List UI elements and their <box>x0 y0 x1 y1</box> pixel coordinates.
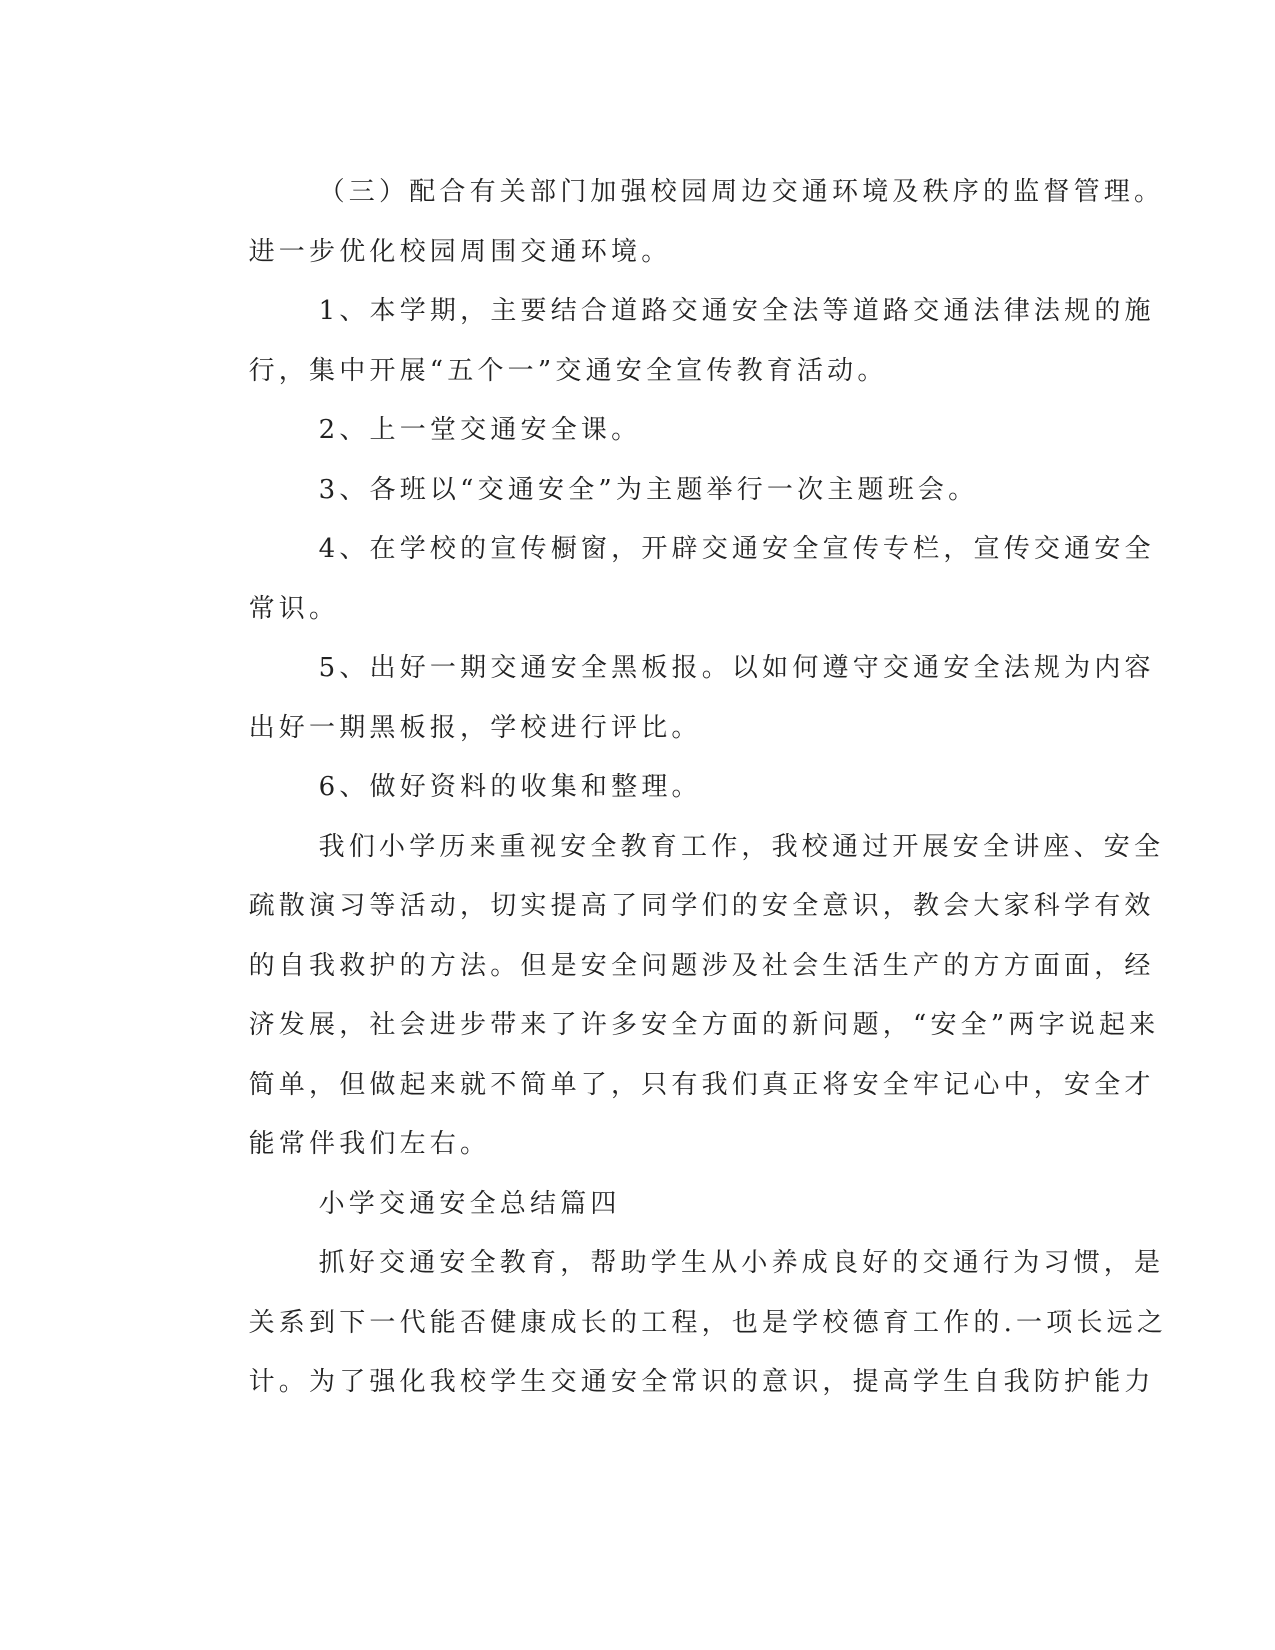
text-line: 济发展，社会进步带来了许多安全方面的新问题，“安全”两字说起来 <box>248 1010 1160 1040</box>
text-line: 2、上一堂交通安全课。 <box>318 415 642 445</box>
text-line: 5、出好一期交通安全黑板报。以如何遵守交通安全法规为内容 <box>318 653 1155 683</box>
paragraph-item-2 <box>181 401 1029 461</box>
text-line: 1、本学期，主要结合道路交通安全法等道路交通法律法规的施 <box>318 296 1155 326</box>
text-line: 能常伴我们左右。 <box>248 1129 491 1159</box>
text-line: 我们小学历来重视安全教育工作，我校通过开展安全讲座、安全 <box>318 831 1165 862</box>
text-line: 的自我救护的方法。但是安全问题涉及社会生活生产的方方面面，经 <box>248 950 1155 981</box>
text-line: 抓好交通安全教育，帮助学生从小养成良好的交通行为习惯，是 <box>318 1248 1165 1278</box>
paragraph-item-1 <box>181 282 1155 401</box>
document-page <box>181 163 1168 1413</box>
heading-text: 小学交通安全总结篇四 <box>318 1188 621 1219</box>
paragraph-item-4 <box>181 520 1155 639</box>
paragraph-summary <box>181 818 1165 1175</box>
text-line: （三）配合有关部门加强校园周边交通环境及秩序的监督管理。 <box>318 177 1165 207</box>
text-line: 计。为了强化我校学生交通安全常识的意识，提高学生自我防护能力 <box>248 1367 1155 1397</box>
text-line: 行，集中开展“五个一”交通安全宣传教育活动。 <box>248 355 888 386</box>
section-heading <box>181 1175 1029 1235</box>
text-line: 疏散演习等活动，切实提高了同学们的安全意识，教会大家科学有效 <box>248 891 1155 921</box>
text-line: 4、在学校的宣传橱窗，开辟交通安全宣传专栏，宣传交通安全 <box>318 534 1155 564</box>
text-line: 出好一期黑板报，学校进行评比。 <box>248 712 702 743</box>
text-line: 简单，但做起来就不简单了，只有我们真正将安全牢记心中，安全才 <box>248 1069 1155 1100</box>
paragraph-section-three <box>181 163 1165 282</box>
paragraph-intro-part-four <box>181 1234 1168 1413</box>
paragraph-item-3 <box>181 461 1029 521</box>
text-line: 3、各班以“交通安全”为主题举行一次主题班会。 <box>318 474 979 505</box>
paragraph-item-5 <box>181 639 1155 758</box>
text-line: 常识。 <box>248 593 340 624</box>
text-line: 6、做好资料的收集和整理。 <box>318 772 702 802</box>
paragraph-item-6 <box>181 758 1029 818</box>
text-line: 关系到下一代能否健康成长的工程，也是学校德育工作的.一项长远之 <box>248 1307 1168 1338</box>
text-line: 进一步优化校园周围交通环境。 <box>248 236 672 267</box>
